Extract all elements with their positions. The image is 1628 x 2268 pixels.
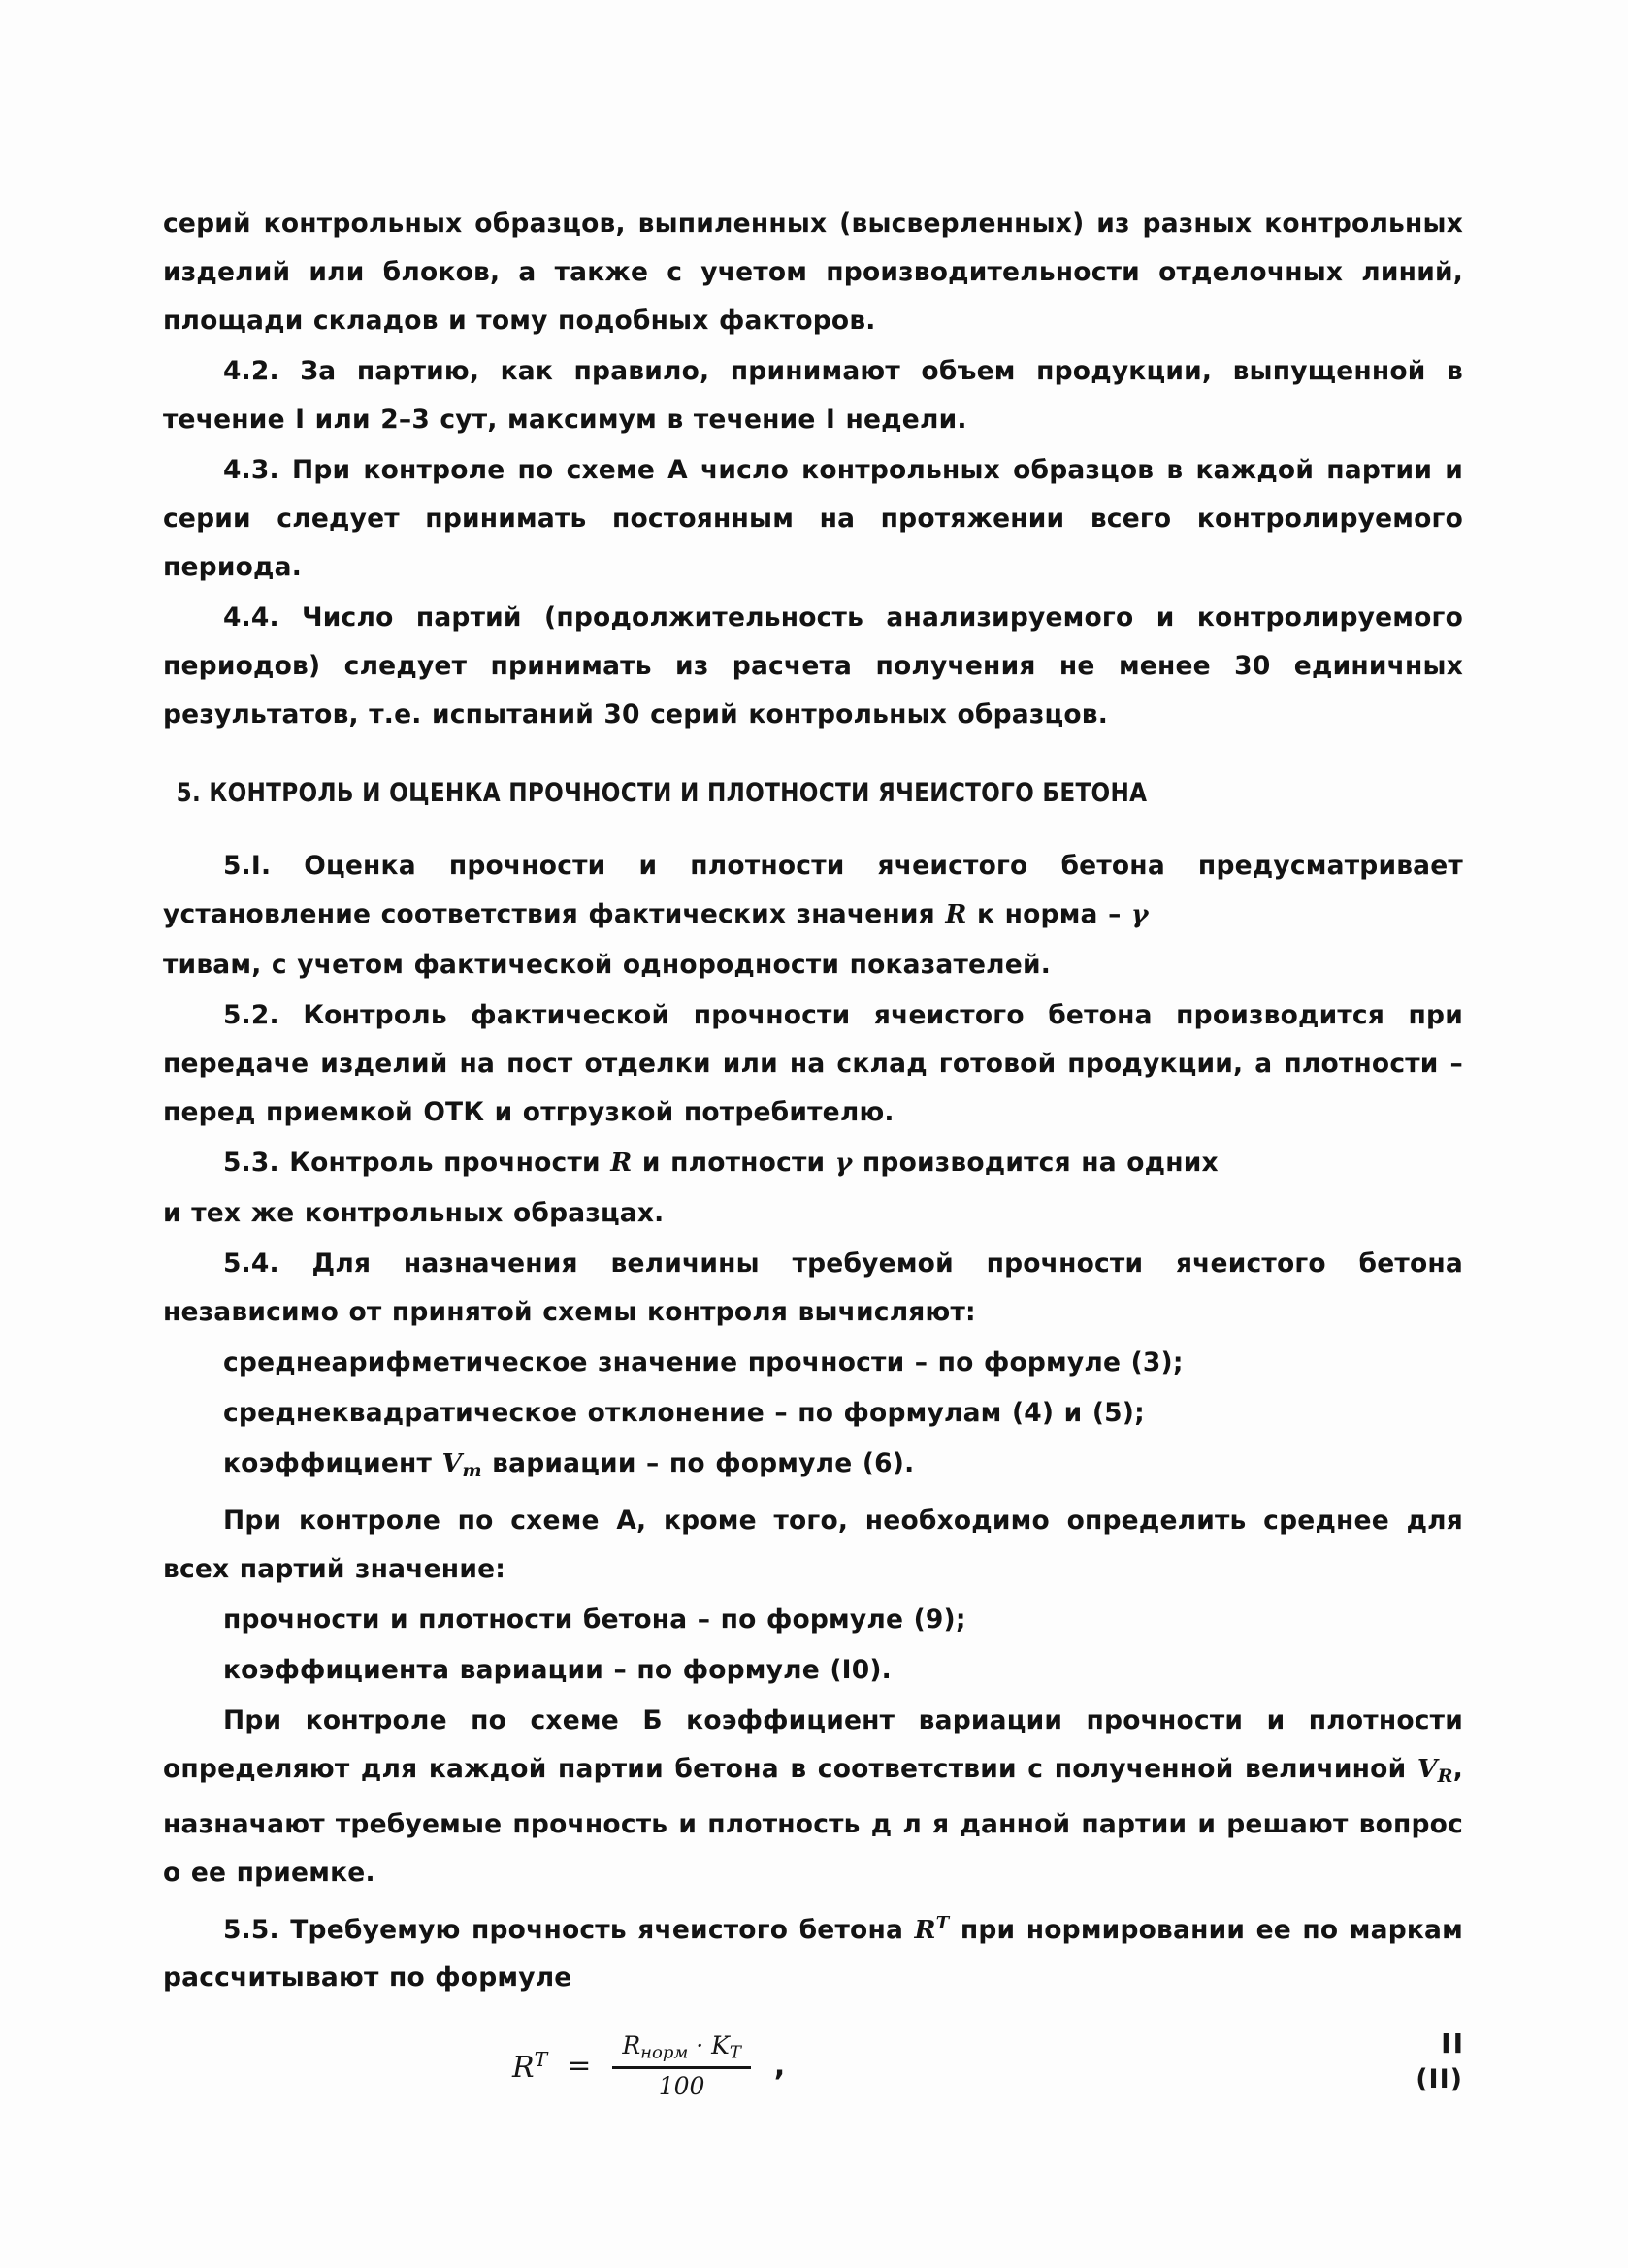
section-heading: 5. КОНТРОЛЬ И ОЦЕНКА ПРОЧНОСТИ И ПЛОТНОСТИ ЯЧЕИСТОГО БЕТОНА: [176, 778, 1148, 808]
formula-number: (II): [1416, 2064, 1463, 2095]
formula-numerator-k-subscript: T: [729, 2042, 741, 2063]
paragraph-5-5: [163, 1899, 1463, 2003]
list-item-variation-head: коэффициент: [223, 1448, 433, 1478]
formula-lhs-base: R: [512, 2050, 535, 2085]
list-item-variation-formula: коэффициента вариации – по формуле (I0).: [223, 1654, 892, 1685]
symbol-v-subscript: m: [462, 1459, 482, 1481]
symbol-r-required: R: [914, 1914, 936, 1945]
formula-denominator: 100: [658, 2071, 705, 2100]
paragraph-5-3-line1: [163, 1139, 1463, 1187]
symbol-v: V: [441, 1448, 463, 1478]
symbol-gamma-density: γ: [834, 1148, 853, 1178]
formula-comma: ,: [773, 2049, 786, 2084]
formula-block: [163, 2031, 1463, 2124]
formula-numerator-k: K: [711, 2031, 730, 2060]
list-item-strength-density: прочности и плотности бетона – по формуле (9);: [223, 1604, 966, 1635]
formula-fraction: [612, 2031, 751, 2100]
paragraph-5-1-line1: [163, 842, 1463, 939]
paragraph-5-3-tail: производится на одних: [862, 1148, 1219, 1178]
formula-11: [512, 2031, 785, 2100]
symbol-r-strength: R: [610, 1148, 633, 1178]
formula-lhs: [512, 2048, 547, 2085]
paragraph-4-3: 4.3. При контроле по схеме А число контрольных образцов в каждой партии и серии следует принимать постоянным на протяжении всего контролируемого периода.: [163, 455, 1463, 582]
formula-numerator-subscript: норм: [640, 2042, 689, 2063]
symbol-gamma: γ: [1130, 899, 1149, 929]
paragraph-scheme-b-head: При контроле по схеме Б коэффициент вариации прочности и плотности определяют для каждой партии бетона в соответствии с полученной величиной: [163, 1704, 1463, 1784]
symbol-v-r: V: [1416, 1753, 1438, 1784]
paragraph-5-2: 5.2. Контроль фактической прочности ячеистого бетона производится при передаче изделий на пост отделки или на склад готовой продукции, а плотности – перед приемкой ОТК и отгрузкой потребителю.: [163, 1000, 1463, 1127]
list-item-variation-coefficient: [163, 1440, 1463, 1495]
symbol-r: R: [945, 899, 967, 929]
paragraph-5-3-mid: и плотности: [641, 1148, 826, 1178]
paragraph-5-1-text: 5.I. Оценка прочности и плотности ячеистого бетона предусматривает установление соответствия фактических значения: [163, 851, 1463, 929]
list-item-mean-strength: среднеарифметическое значение прочности – по формуле (3);: [223, 1347, 1184, 1377]
symbol-v-r-subscript: R: [1437, 1765, 1453, 1787]
paragraph-5-4: 5.4. Для назначения величины требуемой прочности ячеистого бетона независимо от принятой схемы контроля вычисляют:: [163, 1248, 1463, 1327]
paragraph-5-5-head: 5.5. Требуемую прочность ячеистого бетона: [223, 1914, 904, 1945]
formula-numerator-dot: ·: [696, 2031, 704, 2060]
page-number: II: [1441, 2027, 1465, 2059]
paragraph-5-3-head: 5.3. Контроль прочности: [223, 1148, 601, 1178]
paragraph-scheme-b-tail: , назначают требуемые прочность и плотность д л я данной партии и решают вопрос о ее приемке.: [163, 1753, 1463, 1888]
page-content: [163, 200, 1463, 2124]
paragraph-scheme-b: [163, 1697, 1463, 1897]
paragraph-5-1-connector: к норма –: [977, 899, 1122, 929]
paragraph-scheme-a: При контроле по схеме А, кроме того, необходимо определить среднее для всех партий значение:: [163, 1505, 1463, 1584]
paragraph-5-3-line2: и тех же контрольных образцах.: [163, 1198, 665, 1228]
list-item-variation-tail: вариации – по формуле (6).: [492, 1448, 915, 1478]
formula-equals: =: [567, 2049, 592, 2084]
paragraph-4-4: 4.4. Число партий (продолжительность анализируемого и контролируемого периодов) следует принимать из расчета получения не менее 30 единичных результатов, т.е. испытаний 30 серий контрольных образцов.: [163, 602, 1463, 729]
paragraph-5-5-tail: при нормировании ее по маркам рассчитывают по формуле: [163, 1914, 1463, 1993]
paragraph-4-2: 4.2. За партию, как правило, принимают объем продукции, выпущенной в течение I или 2–3 сут, максимум в течение I недели.: [163, 356, 1463, 435]
formula-numerator-base: R: [622, 2031, 641, 2060]
symbol-r-required-superscript: T: [935, 1912, 950, 1933]
formula-numerator: [612, 2031, 751, 2066]
formula-lhs-superscript: T: [534, 2047, 548, 2071]
paragraph-intro: серий контрольных образцов, выпиленных (высверленных) из разных контрольных изделий или блоков, а также с учетом производительности отделочных линий, площади складов и тому подобных факторов.: [163, 209, 1463, 336]
list-item-std-deviation: среднеквадратическое отклонение – по формулам (4) и (5);: [223, 1398, 1145, 1428]
paragraph-5-1-line3: тивам, с учетом фактической однородности показателей.: [163, 950, 1051, 980]
